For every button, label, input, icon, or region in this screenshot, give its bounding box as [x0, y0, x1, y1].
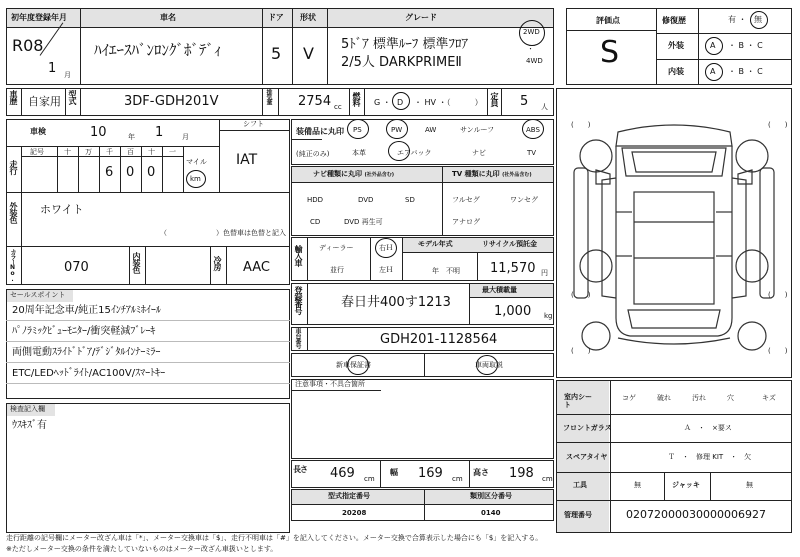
- exterior-label: 外装: [668, 41, 684, 50]
- reg-era: R08: [12, 36, 44, 55]
- drive-2wd: 2WD: [523, 28, 540, 36]
- grade-label: グレード: [405, 13, 437, 22]
- length-unit: cm: [364, 475, 375, 483]
- diagram-mark-tr2: ( ): [768, 291, 788, 299]
- reg-month: 1: [48, 61, 57, 76]
- seat-item: 汚れ: [692, 394, 706, 402]
- equip-aw: AW: [425, 126, 437, 134]
- usage-value: 自家用: [28, 95, 61, 108]
- width-unit: cm: [452, 475, 463, 483]
- mile-label: マイル: [186, 158, 207, 166]
- repair-options: 有 ・: [728, 15, 747, 24]
- inspection-month-unit: 月: [182, 133, 189, 141]
- equipment-block: [291, 119, 554, 165]
- equip-nav: ナビ: [472, 149, 486, 157]
- model-year-label: モデル年式: [418, 240, 453, 248]
- type-label: 型式指定番号: [328, 492, 370, 500]
- import-parallel: 並行: [330, 266, 344, 274]
- recycle-unit: 円: [541, 269, 548, 277]
- sales-line: ﾊﾟﾉﾗﾐｯｸﾋﾞｭｰﾓﾆﾀｰ/衝突軽減ﾌﾞﾚｰｷ: [12, 326, 156, 337]
- mileage-unit-label: 百: [127, 148, 134, 156]
- glass-label: フロントガラス: [563, 424, 612, 432]
- diagram-mark-tl2: ( ): [571, 291, 591, 299]
- exterior-rest: ・ B ・ C: [728, 41, 763, 50]
- load-value: 1,000: [494, 304, 532, 319]
- tools-label: 工具: [573, 481, 587, 489]
- equip-abs: ABS: [526, 126, 540, 134]
- jack-value: 無: [746, 481, 753, 489]
- chassis-label: 車台番号: [294, 328, 301, 348]
- import-left-hand: 左Ｈ: [379, 266, 393, 274]
- interior-color-label: 内装色: [132, 252, 141, 273]
- equipment-label: 装備品に丸印: [296, 127, 344, 136]
- fuel-rest: ・ HV ・（ ）: [414, 98, 483, 107]
- manual-label: 車両取説: [475, 361, 503, 369]
- glass-value: Ａ ・ ×要ス: [684, 424, 732, 432]
- shape-value: V: [303, 44, 314, 63]
- tv-oneseg: ワンセグ: [510, 196, 538, 204]
- class-value: 0140: [481, 509, 501, 517]
- displacement-label: 排気量: [265, 89, 272, 104]
- inspection-year-unit: 年: [128, 133, 135, 141]
- car-name-label: 車名: [160, 13, 176, 22]
- recycle-value: 11,570: [490, 261, 536, 276]
- tv-fullseg: フルセグ: [452, 196, 480, 204]
- inspector-note: ｳｽｷｽﾞ有: [12, 420, 47, 431]
- interior-a: A: [710, 67, 716, 76]
- inspection-month: 1: [155, 125, 164, 140]
- fuel-label: 燃料: [352, 92, 361, 106]
- cool-value: AAC: [243, 260, 270, 275]
- tools-value: 無: [634, 481, 641, 489]
- seat-item: 破れ: [657, 394, 671, 402]
- fuel-g: G ・: [374, 98, 391, 107]
- tv-analog: アナログ: [452, 218, 480, 226]
- displacement-value: 2754: [298, 94, 332, 109]
- footer-line1: 走行距離の記号欄にメーター改ざん車は「*」、メーター交換車は「$」、走行不明車は「#」を記入してください。メーター交換で合算表示した場合にも「$」を記入する。: [6, 534, 543, 542]
- load-label: 最大積載量: [482, 286, 517, 294]
- import-dealer: ディーラー: [319, 244, 354, 252]
- shape-label: 形状: [300, 13, 316, 22]
- nav-dvd: DVD: [358, 196, 374, 204]
- mileage-unit-label: 十: [148, 148, 155, 156]
- mileage-label: 走行: [9, 160, 18, 174]
- diagram-mark-br: ( ): [768, 347, 788, 355]
- usage-label: 車歴: [9, 90, 18, 104]
- fuel-d: D: [397, 98, 404, 107]
- inspector-label: 検査記入欄: [10, 405, 45, 413]
- notes-label: 注意事項・不具合箇所: [295, 380, 365, 388]
- nav-cd: CD: [310, 218, 321, 226]
- capacity-label: 定員: [490, 92, 499, 106]
- width-label: 幅: [390, 468, 398, 477]
- inspector-block: [6, 403, 290, 533]
- first-reg-label: 初年度登録年月: [11, 13, 67, 22]
- color-label: 外装色: [9, 202, 18, 223]
- repair-selected: 無: [754, 15, 762, 24]
- sales-line: 両側電動ｽﾗｲﾄﾞﾄﾞｱ/ﾃﾞｼﾞﾀﾙｲﾝﾅｰﾐﾗｰ: [12, 347, 161, 358]
- equip-airbag: エアバック: [397, 149, 432, 157]
- mileage-digit: 0: [126, 165, 135, 180]
- capacity-value: 5: [520, 94, 529, 109]
- car-name: ﾊｲｴｰｽﾊﾞﾝﾛﾝｸﾞﾎﾞﾃﾞｨ: [94, 41, 222, 59]
- shift-label: シフト: [243, 120, 264, 128]
- nav-sd: SD: [405, 196, 415, 204]
- score-label: 評価点: [596, 16, 620, 25]
- mileage-unit-label: 千: [106, 148, 113, 156]
- color-code-value: 070: [64, 260, 89, 275]
- km-label: km: [190, 175, 201, 183]
- mileage-digit: 6: [105, 165, 114, 180]
- length-label: 長さ: [293, 465, 307, 474]
- height-label: 高さ: [473, 468, 489, 477]
- capacity-unit: 人: [541, 103, 548, 111]
- model-year-value: 年 不明: [432, 267, 460, 275]
- diagram-mark-tl1: ( ): [571, 121, 591, 129]
- grade-line1: 5ﾄﾞｱ 標準ﾙｰﾌ 標準ﾌﾛｱ: [341, 37, 469, 52]
- nav-dvd-play: DVD 再生可: [344, 218, 383, 226]
- door-count: 5: [271, 44, 282, 63]
- load-unit: kg: [544, 312, 553, 320]
- notes-block: [291, 379, 554, 459]
- repair-label: 修復歴: [662, 16, 686, 25]
- mileage-unit-label: 万: [85, 148, 92, 156]
- displacement-unit: cc: [334, 103, 342, 111]
- color-value: ホワイト: [40, 203, 84, 216]
- color-code-label: カラーNo.: [9, 249, 16, 282]
- mileage-note-label: 記号: [30, 148, 44, 156]
- mgmt-label: 管理番号: [564, 511, 592, 519]
- shift-value: IAT: [236, 152, 258, 168]
- registration-value: 春日井400す1213: [341, 295, 451, 310]
- width-value: 169: [418, 466, 443, 481]
- spare-value: Ｔ ・ 修理 KIT ・ 欠: [668, 453, 752, 461]
- warranty-label: 新車保証書: [336, 361, 371, 369]
- import-label: 輸入車: [294, 245, 303, 266]
- model-label: 型式: [68, 90, 77, 104]
- import-right-hand: 右Ｈ: [379, 244, 393, 252]
- drive-dot: ・: [527, 45, 534, 53]
- color-note: （ ）色替車は色替と記入: [160, 229, 286, 237]
- height-unit: cm: [542, 475, 553, 483]
- nav-hdd: HDD: [307, 196, 324, 204]
- grade-line2: 2/5人 DARKPRIMEⅡ: [341, 55, 462, 70]
- drive-4wd: 4WD: [526, 57, 543, 65]
- equip-pw: PW: [391, 126, 403, 134]
- exterior-a: A: [710, 41, 716, 50]
- equip-sunroof: サンルーフ: [460, 126, 495, 134]
- inspection-label: 車検: [30, 127, 46, 136]
- seat-item: キズ: [762, 394, 776, 402]
- seat-item: コゲ: [622, 394, 636, 402]
- registration-label: 登録番号: [294, 286, 303, 314]
- tv-label: TV 種類に丸印 (社外品含む): [452, 170, 532, 178]
- model-value: 3DF-GDH201V: [124, 94, 219, 109]
- docs-block: [291, 353, 554, 377]
- spare-label: スペアタイヤ: [566, 453, 608, 461]
- inspection-year: 10: [90, 125, 107, 140]
- seat-label: 室内シート: [564, 393, 592, 410]
- equip-leather: 本革: [352, 149, 366, 157]
- cool-label: 冷房: [213, 256, 222, 270]
- height-value: 198: [509, 466, 534, 481]
- sales-line: 20周年記念車/純正15ｲﾝﾁｱﾙﾐﾎｲｰﾙ: [12, 305, 161, 316]
- length-value: 469: [330, 466, 355, 481]
- diagram-mark-bl: ( ): [571, 347, 591, 355]
- type-value: 20208: [342, 509, 367, 517]
- interior-rest: ・ B ・ C: [728, 67, 763, 76]
- sales-label: セールスポイント: [10, 291, 66, 299]
- equip-ps: PS: [353, 126, 362, 134]
- class-label: 類別区分番号: [470, 492, 512, 500]
- door-label: ドア: [268, 13, 284, 22]
- mileage-unit-label: 一: [169, 148, 176, 156]
- recycle-label: リサイクル預託金: [482, 240, 538, 248]
- mgmt-value: 02072000030000006927: [626, 508, 766, 521]
- chassis-value: GDH201-1128564: [380, 332, 498, 347]
- mileage-unit-label: 十: [64, 148, 71, 156]
- jack-label: ジャッキ: [672, 481, 700, 489]
- mileage-digit: 0: [147, 165, 156, 180]
- interior-label: 内装: [668, 67, 684, 76]
- seat-item: 穴: [727, 394, 734, 402]
- equip-tv: TV: [527, 149, 537, 157]
- car-diagram: [556, 88, 792, 378]
- equipment-sublabel: (純正のみ): [296, 150, 330, 158]
- nav-label: ナビ種類に丸印 (社外品含む): [313, 170, 395, 178]
- footer-line2: ※ただしメーター交換の条件を満たしていないものはメーター改ざん車扱いとします。: [6, 545, 278, 553]
- diagram-mark-tr1: ( ): [768, 121, 788, 129]
- reg-month-unit: 月: [64, 71, 71, 79]
- score-value: S: [600, 35, 620, 70]
- sales-line: ETC/LEDﾍｯﾄﾞﾗｲﾄ/AC100V/ｽﾏｰﾄｷｰ: [12, 368, 166, 379]
